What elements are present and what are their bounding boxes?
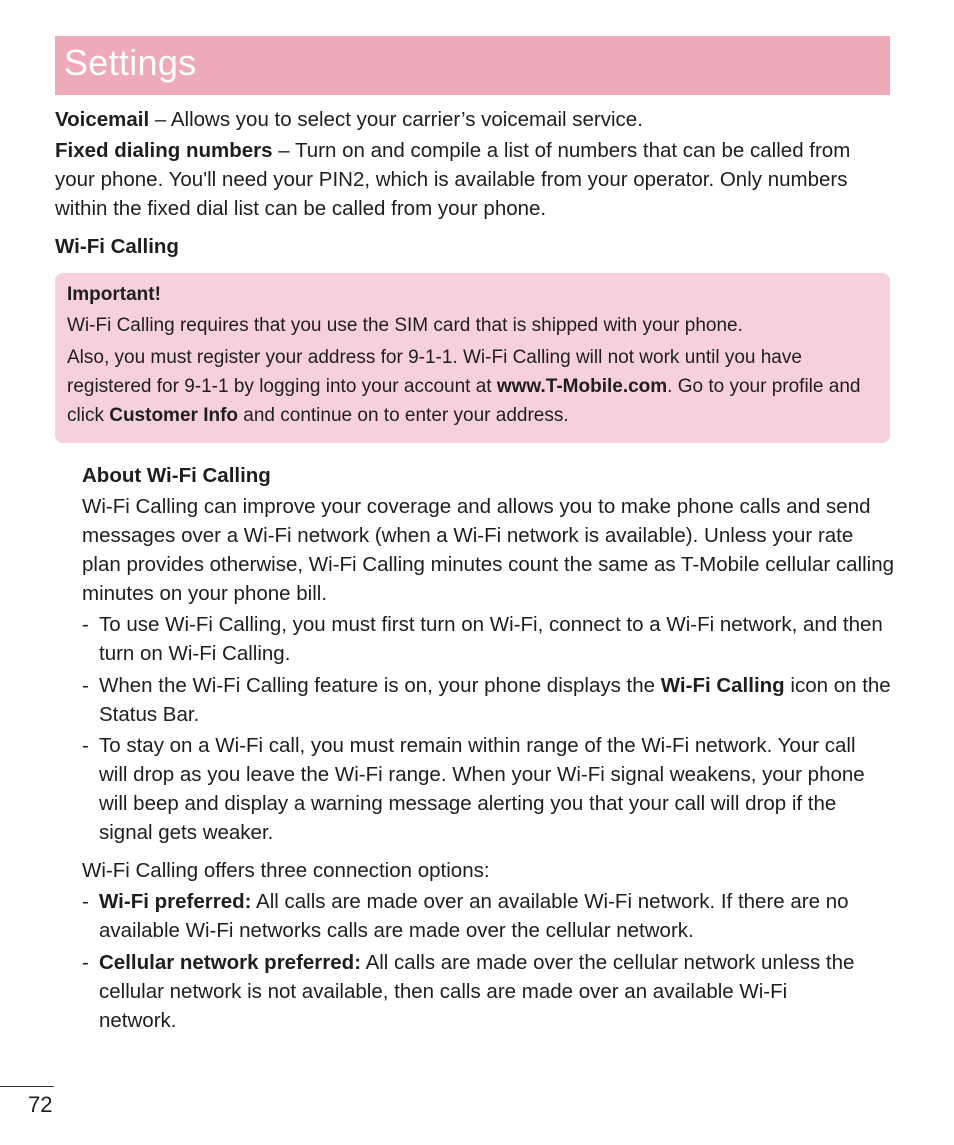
fixed-dialing-paragraph bbox=[55, 136, 890, 223]
bullet-status-bar-pre: When the Wi-Fi Calling feature is on, your phone displays the bbox=[99, 674, 661, 697]
bullet-stay-in-range bbox=[82, 731, 894, 847]
bullet-status-bar-text bbox=[99, 671, 894, 729]
important-line-sim: Wi-Fi Calling requires that you use the SIM card that is shipped with your phone. bbox=[67, 315, 743, 336]
bullet-dash: - bbox=[82, 734, 89, 757]
page-title: Settings bbox=[64, 42, 197, 83]
important-register-text: Also, you must register your address for 9-1-1. Wi-Fi Calling will not work until you have registered for 9-1-1 by logging into your account at bbox=[67, 347, 802, 397]
important-line-register bbox=[67, 343, 882, 430]
connection-options-intro: Wi-Fi Calling offers three connection options: bbox=[82, 859, 490, 882]
important-title: Important! bbox=[67, 284, 161, 305]
about-wifi-calling-intro: Wi-Fi Calling can improve your coverage and allows you to make phone calls and send messages over a Wi-Fi network (when a Wi-Fi network is available). Unless your rate plan provides otherwise, Wi-Fi Calling minutes count the same as T-Mobile cellular calling minutes on your phone bill. bbox=[82, 495, 895, 605]
option-cellular-preferred bbox=[82, 948, 894, 1035]
bullet-turn-on-text: To use Wi-Fi Calling, you must first turn on Wi-Fi, connect to a Wi-Fi network, and then turn on Wi-Fi Calling. bbox=[99, 613, 883, 665]
voicemail-label: Voicemail bbox=[55, 108, 150, 131]
tmobile-link[interactable]: www.T-Mobile.com bbox=[496, 376, 668, 397]
section-header-bar bbox=[55, 36, 890, 95]
voicemail-paragraph bbox=[55, 105, 890, 134]
bullet-status-bar-post: icon on the Status Bar. bbox=[99, 674, 891, 726]
bullet-turn-on bbox=[82, 610, 894, 668]
wifi-calling-icon-label: Wi-Fi Calling bbox=[660, 674, 785, 697]
fixed-dialing-text: – Turn on and compile a list of numbers that can be called from your phone. You'll need your PIN2, which is available from your operator. Only numbers within the fixed dial list can be called from your phone. bbox=[55, 139, 851, 220]
option-cellular-preferred-text bbox=[99, 948, 859, 1035]
bullet-dash: - bbox=[82, 674, 89, 697]
bullet-dash: - bbox=[82, 613, 89, 636]
option-wifi-preferred-text bbox=[99, 887, 894, 945]
wifi-calling-heading: Wi-Fi Calling bbox=[55, 235, 179, 258]
customer-info-label: Customer Info bbox=[109, 405, 239, 426]
about-wifi-calling-heading: About Wi-Fi Calling bbox=[82, 464, 271, 487]
bullet-dash: - bbox=[82, 951, 89, 974]
bullet-dash: - bbox=[82, 890, 89, 913]
important-notice-box bbox=[55, 273, 890, 443]
page-number: 72 bbox=[28, 1092, 53, 1117]
bullet-status-bar bbox=[82, 671, 894, 729]
option-cellular-preferred-desc: All calls are made over the cellular network unless the cellular network is not available, then calls are made over an available Wi-Fi network. bbox=[99, 951, 855, 1032]
important-continue-text: and continue on to enter your address. bbox=[238, 405, 569, 426]
option-cellular-preferred-label: Cellular network preferred: bbox=[99, 951, 362, 974]
bullet-stay-in-range-text: To stay on a Wi-Fi call, you must remain within range of the Wi-Fi network. Your call will drop as you leave the Wi-Fi range. When your Wi-Fi signal weakens, your phone will beep and display a warning message alerting you that your call will drop if the signal gets weaker. bbox=[99, 734, 865, 844]
option-wifi-preferred bbox=[82, 887, 894, 945]
voicemail-text: – Allows you to select your carrier’s voicemail service. bbox=[149, 108, 643, 131]
fixed-dialing-label: Fixed dialing numbers bbox=[55, 139, 273, 162]
option-wifi-preferred-desc: All calls are made over an available Wi-Fi network. If there are no available Wi-Fi networks calls are made over the cellular network. bbox=[99, 890, 849, 942]
important-go-to-text: . Go to your profile and click bbox=[67, 376, 861, 426]
option-wifi-preferred-label: Wi-Fi preferred: bbox=[99, 890, 252, 913]
footer-divider bbox=[0, 1086, 54, 1087]
